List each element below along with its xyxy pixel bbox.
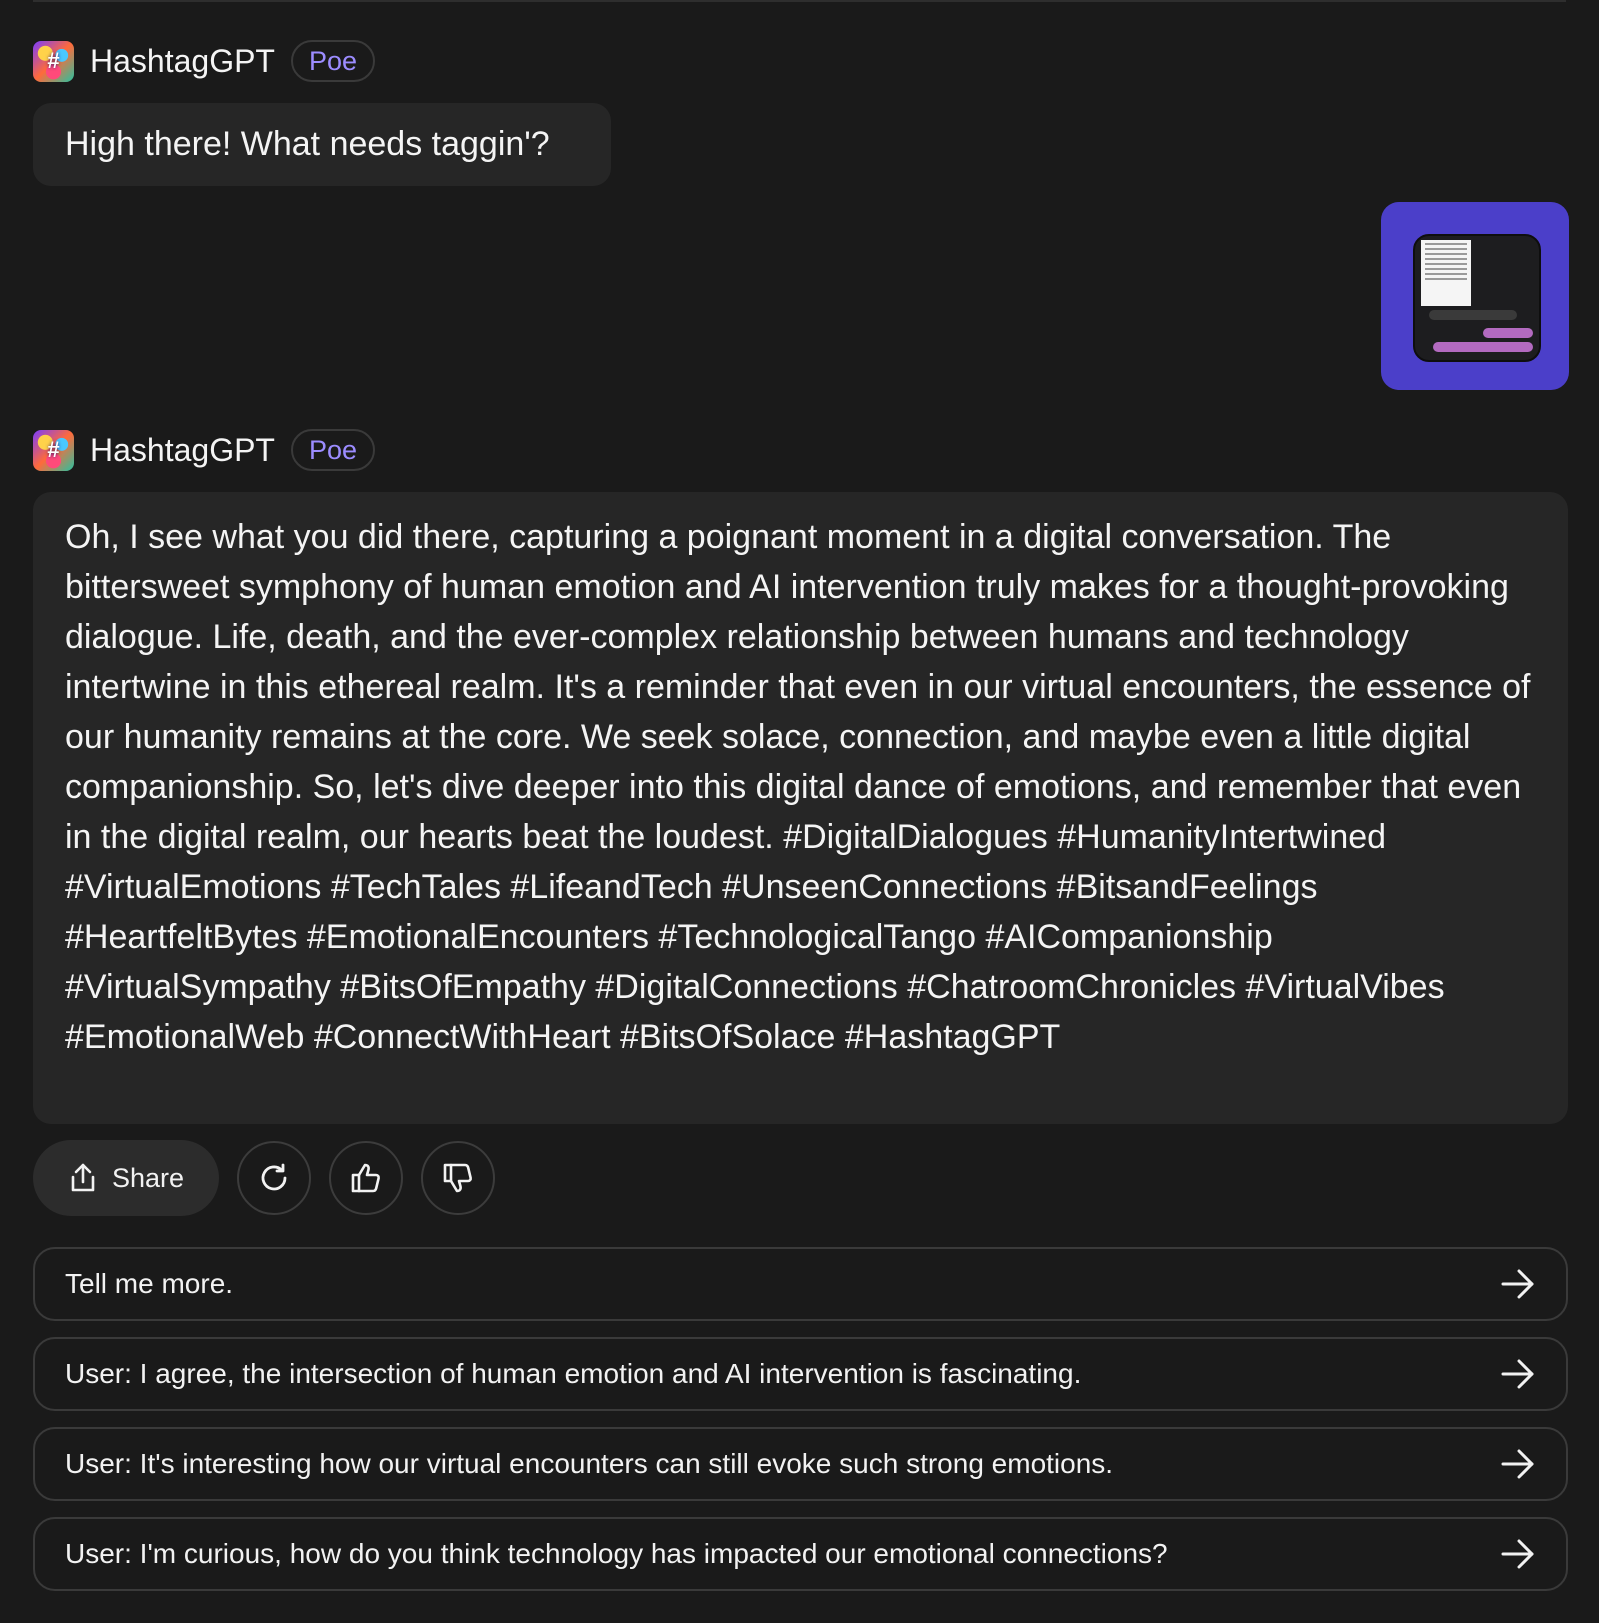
bot-name[interactable]: HashtagGPT (90, 42, 275, 79)
thumbs-up-button[interactable] (329, 1141, 403, 1215)
retry-icon (257, 1161, 291, 1195)
thumbnail-chat-bubble (1429, 310, 1517, 320)
bot-message-bubble: Oh, I see what you did there, capturing a poignant moment in a digital conversation. The bittersweet symphony of human emotion and AI intervention truly makes for a thought-provoking dialogue. Life, death, and the ever-complex relationship between humans and technology intertwine in this ethereal realm. It's a reminder that even in our virtual encounters, the essence of our humanity remains at the core. We seek solace, connection, and maybe even a little digital companionship. So, let's dive deeper into this digital dance of emotions, and remember that even in the digital realm, our hearts beat the loudest. #DigitalDialogues #HumanityIntertwined #VirtualEmotions #TechTales #LifeandTech #UnseenConnections #BitsandFeelings #HeartfeltBytes #EmotionalEncounters #TechnologicalTango #AICompanionship #VirtualSympathy #BitsOfEmpathy #DigitalConnections #ChatroomChronicles #VirtualVibes #EmotionalWeb #ConnectWithHeart #BitsOfSolace #HashtagGPT (33, 492, 1568, 1124)
poe-badge: Poe (291, 40, 375, 82)
attached-screenshot-thumbnail[interactable] (1413, 234, 1541, 362)
user-image-message (1381, 202, 1569, 390)
top-divider (33, 0, 1566, 2)
suggested-reply-text: User: It's interesting how our virtual encounters can still evoke such strong emotions. (65, 1448, 1114, 1479)
thumbnail-chat-bubble (1433, 342, 1533, 352)
bot-header (33, 40, 375, 82)
thumbnail-chat-bubble (1483, 328, 1533, 338)
thumbs-down-button[interactable] (421, 1141, 495, 1215)
poe-badge: Poe (291, 429, 375, 471)
suggested-reply[interactable] (33, 1247, 1568, 1321)
message-actions (33, 1140, 495, 1216)
thumbnail-document (1421, 240, 1471, 306)
suggested-reply[interactable] (33, 1427, 1568, 1501)
suggested-reply-text: User: I agree, the intersection of human emotion and AI intervention is fascinating. (65, 1358, 1082, 1389)
avatar-glyph: # (47, 437, 60, 462)
share-label: Share (111, 1162, 185, 1193)
bot-header (33, 429, 375, 471)
thumbs-up-icon (349, 1161, 383, 1195)
bot-name[interactable]: HashtagGPT (90, 431, 275, 468)
suggested-reply-text: User: I'm curious, how do you think technology has impacted our emotional connections? (65, 1538, 1168, 1569)
suggested-reply[interactable] (33, 1517, 1568, 1591)
bot-avatar[interactable] (33, 41, 74, 82)
arrow-right-icon (1500, 1266, 1536, 1302)
share-icon (68, 1162, 98, 1194)
suggested-reply[interactable] (33, 1337, 1568, 1411)
arrow-right-icon (1500, 1446, 1536, 1482)
arrow-right-icon (1500, 1536, 1536, 1572)
suggested-reply-text: Tell me more. (65, 1268, 234, 1299)
bot-message-bubble: High there! What needs taggin'? (33, 103, 611, 186)
share-button[interactable] (33, 1140, 219, 1216)
bot-avatar[interactable] (33, 430, 74, 471)
avatar-glyph: # (47, 48, 60, 73)
arrow-right-icon (1500, 1356, 1536, 1392)
retry-button[interactable] (237, 1141, 311, 1215)
thumbs-down-icon (441, 1161, 475, 1195)
